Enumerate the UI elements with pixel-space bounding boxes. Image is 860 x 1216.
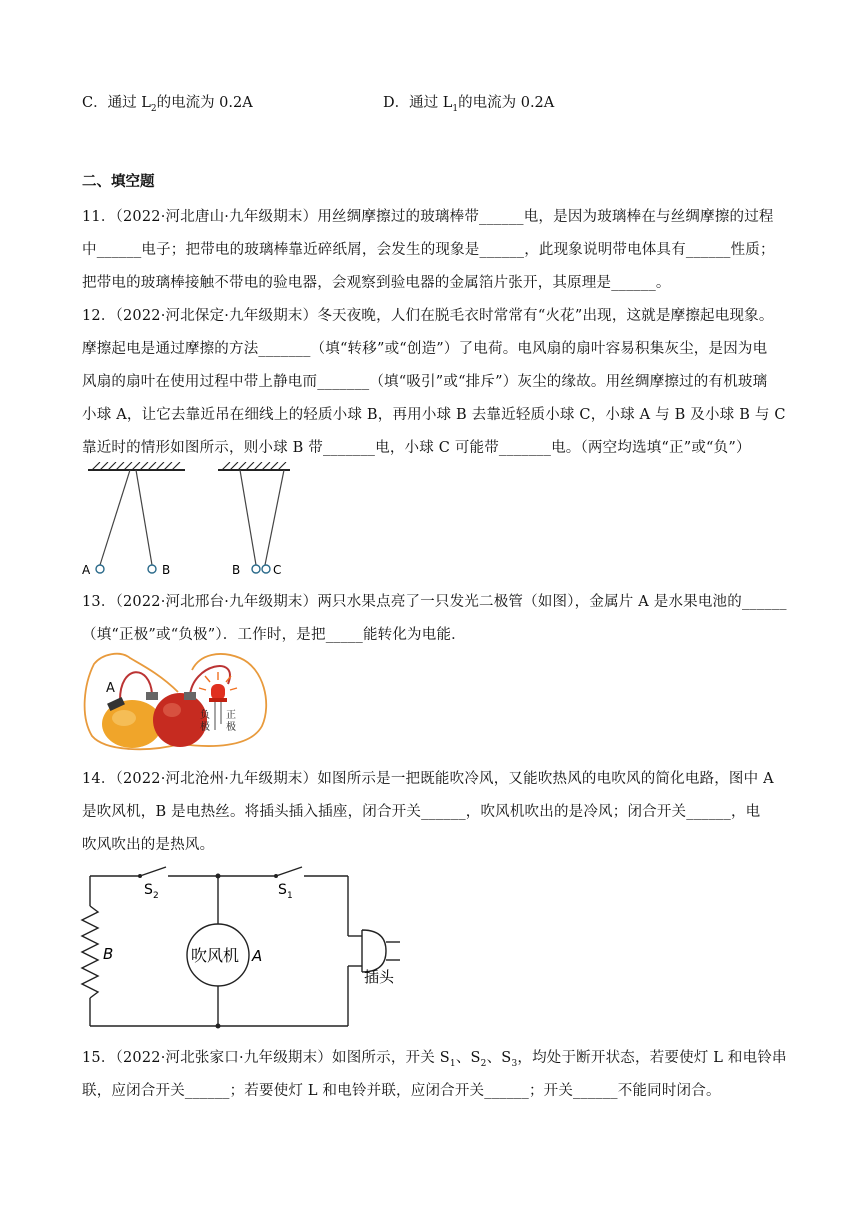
metal-a-label: A bbox=[106, 681, 115, 696]
q15-line1-pre: 15．（2022·河北张家口·九年级期末）如图所示，开关 S bbox=[82, 1050, 450, 1066]
charged-balls-figure bbox=[80, 462, 320, 580]
q11-line1: 11．（2022·河北唐山·九年级期末）用丝绸摩擦过的玻璃棒带______电，是因为玻璃棒在与丝绸摩擦的过程 bbox=[82, 209, 774, 225]
ball-a-label: A bbox=[82, 563, 91, 577]
neg-label-2: 极 bbox=[200, 722, 210, 733]
ball-b-label: B bbox=[162, 563, 171, 577]
option-d-text: D．通过 L bbox=[383, 95, 453, 111]
option-d-suffix: 的电流为 0.2A bbox=[458, 95, 555, 111]
option-d-sub: 1 bbox=[452, 103, 459, 114]
switch-s2-sub: 2 bbox=[153, 891, 159, 901]
led-icon bbox=[211, 684, 225, 700]
blower-a-label: A bbox=[252, 947, 263, 965]
switch-s2-label: S bbox=[144, 882, 153, 898]
heater-b-label: B bbox=[103, 945, 114, 963]
q15-s1-sub: 1 bbox=[449, 1058, 456, 1069]
option-c-suffix: 的电流为 0.2A bbox=[156, 95, 253, 111]
q11-line2: 中______电子；把带电的玻璃棒靠近碎纸屑，会发生的现象是______，此现象说明带电体具有______性质； bbox=[82, 242, 775, 258]
q14-line3: 吹风吹出的是热风。 bbox=[82, 837, 215, 853]
neg-label-1: 负 bbox=[200, 710, 210, 721]
q15-mid2: 、S bbox=[486, 1050, 512, 1066]
plug-label: 插头 bbox=[364, 968, 395, 986]
option-c bbox=[82, 91, 253, 114]
q14-line1: 14．（2022·河北沧州·九年级期末）如图所示是一把既能吹冷风，又能吹热风的电吹风的简化电路，图中 A bbox=[82, 771, 774, 787]
option-d bbox=[383, 91, 554, 114]
q12-line3: 风扇的扇叶在使用过程中带上静电而_______（填“吸引”或“排斥”）灰尘的缘故。用丝绸摩擦过的有机玻璃 bbox=[82, 374, 768, 390]
section-title: 二、填空题 bbox=[82, 174, 155, 190]
ball-b2-label: B bbox=[232, 563, 241, 577]
q13-line1: 13．（2022·河北邢台·九年级期末）两只水果点亮了一只发光二极管（如图），金属片 A 是水果电池的______ bbox=[82, 594, 787, 610]
q12-line2: 摩擦起电是通过摩擦的方法_______（填“转移”或“创造”）了电荷。电风扇的扇叶容易积集灰尘，是因为电 bbox=[82, 341, 768, 357]
q13-line2: （填“正极”或“负极”）．工作时，是把_____能转化为电能． bbox=[82, 627, 466, 643]
q15-line2: 联，应闭合开关______；若要使灯 L 和电铃并联，应闭合开关______；开关______不能同时闭合。 bbox=[82, 1083, 721, 1099]
fruit-battery-figure bbox=[80, 644, 270, 754]
pomegranate-fruit bbox=[153, 693, 207, 747]
q12-line4: 小球 A，让它去靠近吊在细线上的轻质小球 B，再用小球 B 去靠近轻质小球 C，小球 A 与 B 及小球 B 与 C bbox=[82, 407, 786, 423]
q12-line1: 12．（2022·河北保定·九年级期末）冬天夜晚，人们在脱毛衣时常常有“火花”出现，这就是摩擦起电现象。 bbox=[82, 308, 774, 324]
hair-dryer-circuit bbox=[80, 862, 410, 1032]
q14-line2: 是吹风机，B 是电热丝。将插头插入插座，闭合开关______，吹风机吹出的是冷风；闭合开关______，电 bbox=[82, 804, 761, 820]
q15-mid1: 、S bbox=[455, 1050, 481, 1066]
blower-label: 吹风机 bbox=[191, 946, 240, 965]
ball-c bbox=[262, 565, 270, 573]
pos-label-1: 正 bbox=[226, 710, 236, 721]
option-c-text: C．通过 L bbox=[82, 95, 151, 111]
q15-s2-sub: 2 bbox=[480, 1058, 487, 1069]
q12-line5: 靠近时的情形如图所示，则小球 B 带_______电，小球 C 可能带_______电。（两空均选填“正”或“负”） bbox=[82, 440, 751, 456]
q15-line1 bbox=[82, 1046, 787, 1069]
pos-label-2: 极 bbox=[226, 722, 236, 733]
ball-b bbox=[148, 565, 156, 573]
q11-line3: 把带电的玻璃棒接触不带电的验电器，会观察到验电器的金属箔片张开，其原理是______。 bbox=[82, 275, 671, 291]
switch-s1-sub: 1 bbox=[287, 891, 293, 901]
q15-line1-post: ，均处于断开状态，若要使灯 L 和电铃串 bbox=[517, 1050, 787, 1066]
ball-c-label: C bbox=[273, 563, 282, 577]
ball-b2 bbox=[252, 565, 260, 573]
q15-s3-sub: 3 bbox=[511, 1058, 518, 1069]
ball-a bbox=[96, 565, 104, 573]
switch-s1-label: S bbox=[278, 882, 287, 898]
option-c-sub: 2 bbox=[150, 103, 157, 114]
